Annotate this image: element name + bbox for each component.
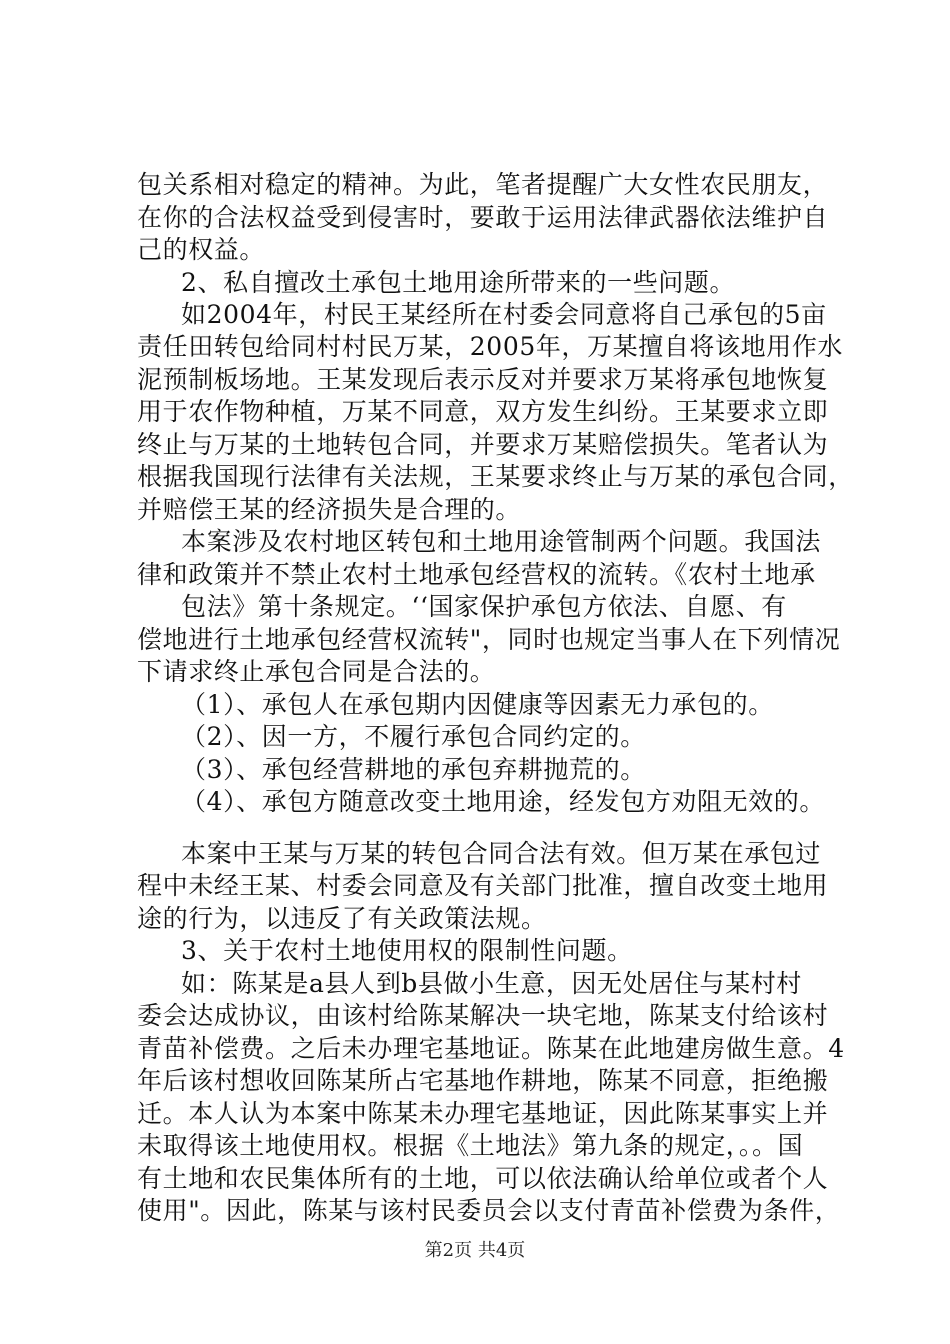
text-line: 己的权益。: [137, 235, 266, 264]
text-line: 委会达成协议，由该村给陈某解决一块宅地，陈某支付给该村: [137, 1001, 829, 1031]
text-line: 下请求终止承包合同是合法的。: [137, 657, 496, 687]
text-line: 程中未经王某、村委会同意及有关部门批准，擅自改变土地用: [137, 871, 829, 901]
text-line: 本案中王某与万某的转包合同合法有效。但万某在承包过: [181, 838, 822, 868]
text-line: 在你的合法权益受到侵害时，要敢于运用法律武器依法维护自: [137, 202, 829, 232]
text-line: 迁。本人认为本案中陈某未办理宅基地证，因此陈某事实上并: [137, 1098, 829, 1128]
text-line: 如2004年，村民王某经所在村委会同意将自己承包的5亩: [181, 299, 827, 329]
text-line: （2）、因一方，不履行承包合同约定的。: [181, 722, 646, 752]
text-line: 途的行为，以违反了有关政策法规。: [137, 903, 547, 933]
text-line: 2、私自擅改土承包土地用途所带来的一些问题。: [181, 267, 736, 297]
text-line: 包法》第十条规定。‘‘国家保护承包方依法、自愿、有: [181, 592, 787, 622]
text-line: 未取得该土地使用权。根据《土地法》第九条的规定，。。国: [137, 1131, 804, 1160]
text-line: 年后该村想收回陈某所占宅基地作耕地，陈某不同意，拒绝搬: [137, 1066, 829, 1096]
text-line: 有土地和农民集体所有的土地，可以依法确认给单位或者个人: [137, 1163, 829, 1193]
text-line: （4）、承包方随意改变土地用途，经发包方劝阻无效的。: [181, 787, 826, 817]
text-line: （3）、承包经营耕地的承包弃耕抛荒的。: [181, 754, 646, 784]
text-line: 责任田转包给同村村民万某，2005年，万某擅自将该地用作水: [137, 332, 844, 362]
text-line: 3、关于农村土地使用权的限制性问题。: [181, 936, 633, 966]
text-line: 用于农作物种植，万某不同意，双方发生纠纷。王某要求立即: [137, 397, 829, 427]
text-line: 根据我国现行法律有关法规，王某要求终止与万某的承包合同，: [137, 462, 854, 492]
page-footer: 第2页 共4页: [424, 1240, 526, 1261]
text-line: 青苗补偿费。之后未办理宅基地证。陈某在此地建房做生意。4: [137, 1033, 845, 1063]
text-line: 律和政策并不禁止农村土地承包经营权的流转。《农村土地承: [137, 559, 816, 589]
text-line: 终止与万某的土地转包合同，并要求万某赔偿损失。笔者认为: [137, 429, 829, 459]
text-line: 如：陈某是a县人到b县做小生意，因无处居住与某村村: [181, 968, 802, 998]
text-line: 偿地进行土地承包经营权流转"，同时也规定当事人在下列情况: [137, 624, 841, 654]
text-line: 本案涉及农村地区转包和土地用途管制两个问题。我国法: [181, 527, 822, 557]
text-line: 包关系相对稳定的精神。为此，笔者提醒广大女性农民朋友，: [137, 170, 829, 199]
text-line: 泥预制板场地。王某发现后表示反对并要求万某将承包地恢复: [137, 364, 829, 394]
text-line: 并赔偿王某的经济损失是合理的。: [137, 494, 522, 524]
text-line: 使用"。因此，陈某与该村民委员会以支付青苗补偿费为条件，: [137, 1196, 841, 1225]
text-line: （1）、承包人在承包期内因健康等因素无力承包的。: [181, 689, 774, 719]
